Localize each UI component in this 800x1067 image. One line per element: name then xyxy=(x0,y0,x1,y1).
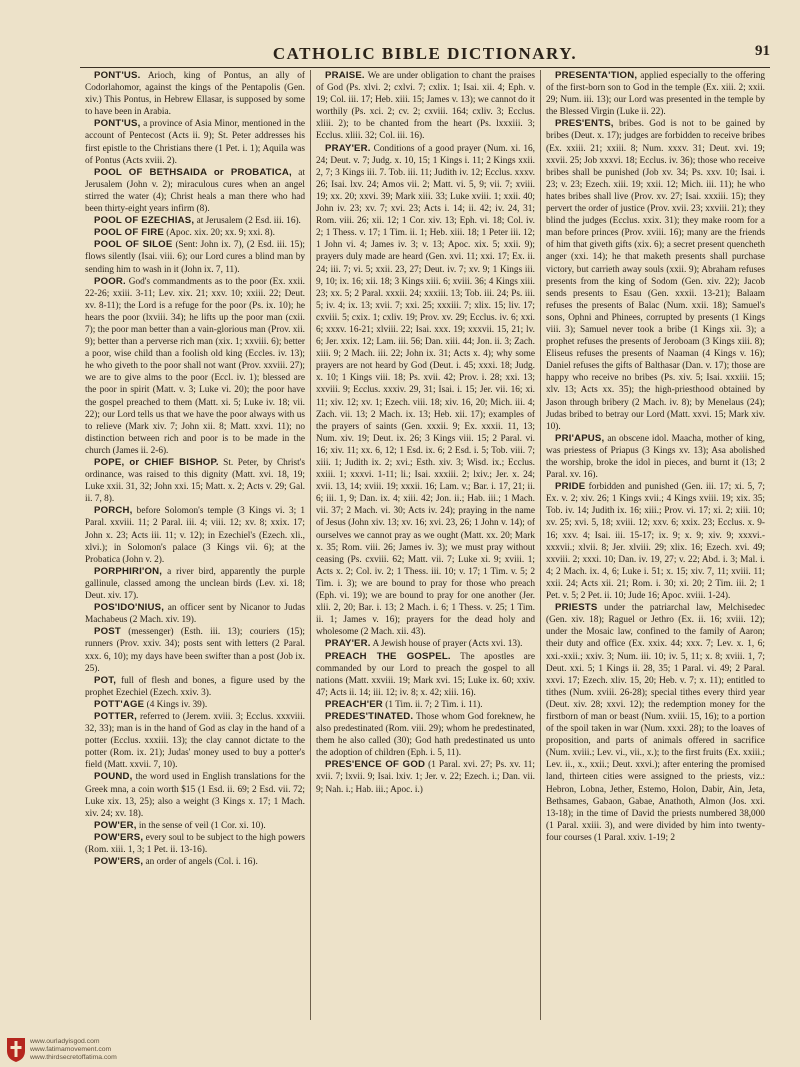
entry-text: every soul to be subject to the high powers (Rom. xiii. 1, 3; 1 Pet. ii. 13-16). xyxy=(85,832,305,855)
shield-cross-icon xyxy=(6,1037,26,1063)
dictionary-entry xyxy=(85,832,305,856)
dictionary-entry xyxy=(85,699,305,711)
entry-headword: POT, xyxy=(94,674,117,686)
entry-text: at Jerusalem (2 Esd. iii. 16). xyxy=(196,216,301,227)
entry-headword: POOL OF SILOE xyxy=(94,239,173,251)
entry-headword: PREACH'ER xyxy=(325,698,383,710)
dictionary-entry xyxy=(316,638,535,650)
entry-text: Arioch, king of Pontus, an ally of Codorlahomor, against the kings of the Pentapolis (Gen. xiv.) This Pontus, in Hebrew Ellasar, is supposed by some to have been in Arabia. xyxy=(85,71,306,118)
header-rule xyxy=(80,67,770,68)
column-middle xyxy=(310,70,540,1020)
entry-text: under the patriarchal law, Melchisedec (Gen. xiv. 18); Raguel or Jethro (Ex. ii. 16; xviii. 12); under the Mosaic law, confined to the family of Aaron; their duty and office (Ex. xxix. 44; xxx. 7; Lev. x. 1, 6; xxi.-xxii.; xxiv. 3; Num. iii. 10; iv. 5, 11; x. 8; xviii. 1, 7; Deut. xxi. 5; 1 Kings ii. 28, 35; 1 Paral. vi. 49; 2 Paral. xxvi. 17; Ezech. xliv. 15, 20; Heb. v. 7; x. 11); entitled to tithes (Num. xviii. 26-28); special tithes every third year (Deut. xiv. 28; xxvi. 12); the redemption money for the firstborn of man or beast (Num. xviii. 15, 16); to a portion of the spoil taken in war (Num. xxxi. 28); to the loaves of proposition, and parts of animals offered in sacrifice (Num. xviii.; Lev. vi., vii., x.); to the first fruits (Ex. xxiii.; Lev. ii., x., xxii.; Deut. xxvi.); after entering the promised land, thirteen cities were assigned to the priests, viz.: Hebron, Lobna, Jether, Estemo, Holon, Dabir, Ain, Jeta, Bethsames, Gabaon, Gabae, Anathoth, Almon (Jos. xxi. 13-18); in the time of David the priests numbered 38,000 (1 Paral. xxiii. 3), and were divided by him into twenty-four courses (1 Paral. xxiv. 1-19; 2 xyxy=(546,603,765,843)
entry-text: a province of Asia Minor, mentioned in the account of Pentecost (Acts ii. 9); St. Peter addresses his first epistle to the Christians there (1 Pet. i. 1); Aquila was of Pontus (Acts xviii. 2). xyxy=(85,119,305,166)
entry-headword: POW'ER, xyxy=(94,819,137,831)
entry-text: (Sent: John ix. 7), (2 Esd. iii. 15); flows silently (Isai. viii. 6); our Lord cures a blind man by sending him to wash in it (John ix. 7, 11). xyxy=(85,240,305,275)
column-right xyxy=(540,70,770,1020)
entry-headword: PRI'APUS, xyxy=(555,432,605,444)
entry-text: God's commandments as to the poor (Ex. xxii. 22-26; xxiii. 3-11; Lev. xix. 21; xxv. 10; xxiii. 22; Deut. xv. 8-11); the Lord is a refuge for the poor (Ps. ix. 10); he hears the poor (lxviii. 34); he lifts up the poor man (cxii. 7); the poor man better than a vain-glorious man (Prov. xii. 9); better than a perverse rich man (xix. 1; xxviii. 6); better a poor, wise child than a foolish old king (Eccles. iv. 13); he who giveth to the poor shall not want (Prov. xxviii. 27); we are to give alms to the poor (Eccl. iv. 1); blessed are the poor in spirit (Matt. v. 3; Luke vi. 20); the poor have the gospel preached to them (Matt. xi. 5; Luke iv. 18; vii. 22); our Lord tells us that we have the poor always with us to relieve (Mark xiv. 7; John xii. 8; Matt. xxvi. 11); no distinction between rich and poor is to be made in the church (James ii. 2-6). xyxy=(85,276,305,456)
footer-watermark xyxy=(6,1037,117,1063)
column-left xyxy=(80,70,310,1020)
running-title: CATHOLIC BIBLE DICTIONARY. xyxy=(272,44,578,63)
dictionary-entry xyxy=(85,820,305,832)
entry-text: We are under obligation to chant the praises of God (Ps. xlvi. 2; cxlvi. 7; cxlix. 1; Isai. xii. 4; Eph. v. 19; Col. iii. 17; Heb. xiii. 15; James v. 13); we cannot do it worthily (Ps. xci. 2; cv. 2; cxviii. 164; cxliv. 3; Ecclus. xliii. 2); to be chanted from the heart (Ps. lxxxiii. 3; Ecclus. xliii. 32; Col. iii. 16). xyxy=(316,71,535,142)
dictionary-entry xyxy=(85,675,305,699)
entry-text: Those whom God foreknew, he also predestinated (Rom. viii. 29); whom he predestinated, them he also called (30); God hath predestinated us unto the adoption of children (Eph. i. 5, 11). xyxy=(316,711,536,759)
footer-urls xyxy=(30,1038,117,1063)
dictionary-entry xyxy=(85,227,305,239)
entry-headword: POOL OF FIRE xyxy=(94,227,164,239)
entry-headword: PREACH THE GOSPEL. xyxy=(325,650,451,662)
dictionary-entry xyxy=(546,70,765,118)
page-number: 91 xyxy=(755,43,770,59)
entry-headword: POOR. xyxy=(94,275,126,287)
entry-headword: POUND, xyxy=(94,771,133,783)
entry-headword: POW'ERS, xyxy=(94,831,144,843)
dictionary-entry xyxy=(85,215,305,227)
dictionary-entry xyxy=(85,566,305,602)
entry-headword: PRIESTS xyxy=(555,602,598,614)
dictionary-entry xyxy=(85,239,305,275)
entry-text: (Apoc. xix. 20; xx. 9; xxi. 8). xyxy=(166,228,275,239)
dictionary-entry xyxy=(85,505,305,565)
entry-text: full of flesh and bones, a figure used by the prophet Ezechiel (Ezech. xxiv. 3). xyxy=(85,675,305,698)
entry-text: before Solomon's temple (3 Kings vi. 3; 1 Paral. xxviii. 11; 2 Paral. iii. 4; viii. 12; xv. 8; xxix. 17; John x. 23; Acts iii. 11; v. 12); in Ezechiel's (Ezech. xli., xlvi.); in Solomon's palace (3 Kings vii. 6); at the Probatica (John v. 2). xyxy=(85,506,306,565)
entry-headword: PRESENTA'TION, xyxy=(555,70,638,81)
dictionary-entry xyxy=(316,143,535,639)
footer-url[interactable]: www.fatimamovement.com xyxy=(30,1045,112,1053)
entry-headword: PRES'ENCE OF GOD xyxy=(325,759,426,771)
entry-headword: PRAISE. xyxy=(325,70,365,81)
dictionary-entry xyxy=(316,711,535,759)
entry-text: an obscene idol. Maacha, mother of king, was priestess of Priapus (3 Kings xv. 13); Asa abolished the worship, broke the idol in pieces, and burnt it (13; 2 Paral. xv. 16). xyxy=(546,433,766,481)
page-header xyxy=(80,44,770,64)
entry-headword: PORPHIRI'ON, xyxy=(94,565,163,577)
entry-headword: POOL OF EZECHIAS, xyxy=(94,215,195,227)
dictionary-entry xyxy=(316,699,535,711)
entry-text: a river bird, apparently the purple gallinule, classed among the unclean birds (Lev. xi. 18; Deut. xiv. 17). xyxy=(85,566,305,602)
entry-text: bribes. God is not to be gained by bribes (Deut. x. 17); judges are forbidden to receive bribes (Ex. xxiii. 21; xxiii. 8; Num. xxxv. 31; Deut. xvi. 19; xxvii. 25; Job xxxvi. 18; Ecclus. iv. 36); those who receive bribes shall be punished (Job xv. 34; Ps. xxv. 10; Isai. i. 23; v. 23; Ezech. xiii. 19; xxii. 12; Mich. iii. 11); he who hates bribes shall live (Prov. xv. 27; Isai. xxxiii. 15); they pervert the order of justice (Prov. xvii. 23; xxviii. 21); they blind the judges (Ecclus. xxix. 31); they make room for a man before princes (Prov. xviii. 16); many are the friends of him that giveth gifts (xix. 6); a secret present quencheth anger (xxi. 14); he that maketh presents shall purchase victory, but carrieth away souls (xxii. 9); Abraham refuses presents from the king of Sodom (Gen. xiv. 22); Jacob sends presents to Esau (Gen. xxxii. 13-21); Balaam refuses the presents of Balac (Num. xxii. 18); Samuel's sons, Ophni and Phinees, corrupted by presents (1 Kings viii. 3); Samuel never took a bribe (1 Kings xii. 3); a prophet refuses the presents of Jeroboam (3 Kings xiii. 8); Eliseus refuses the presents of Naaman (4 Kings v. 16); Daniel refuses the gifts of Balthasar (Dan. v. 17); those are happy who receive no bribes (Ps. xiv. 5; Isai. xxxiii. 15; xlv. 13; Acts xx. 35); the high-priesthood obtained by Jason through bribery (2 Mach. iv. 8); by Menelaus (24); Judas bribed to betray our Lord (Matt. xxvi. 15; Mark xiv. 10). xyxy=(546,119,765,432)
entry-headword: PRIDE xyxy=(555,481,586,493)
entry-headword: PREDES'TINATED. xyxy=(325,710,414,722)
dictionary-entry xyxy=(85,457,305,505)
entry-headword: POTTER, xyxy=(94,710,137,722)
footer-url[interactable]: www.thirdsecretoffatima.com xyxy=(30,1054,117,1062)
dictionary-entry xyxy=(546,481,765,602)
dictionary-entry xyxy=(546,602,765,844)
dictionary-entry xyxy=(85,602,305,626)
dictionary-entry xyxy=(85,118,305,166)
dictionary-entry xyxy=(85,771,305,819)
entry-headword: PRES'ENTS, xyxy=(555,118,614,130)
entry-text: (1 Tim. ii. 7; 2 Tim. i. 11). xyxy=(385,699,483,710)
dictionary-entry xyxy=(85,626,305,674)
entry-headword: POW'ERS, xyxy=(94,856,144,868)
entry-text: an order of angels (Col. i. 16). xyxy=(145,857,258,868)
entry-headword: PONT'US, xyxy=(94,118,141,130)
entry-headword: POPE, or CHIEF BISHOP. xyxy=(94,457,219,468)
entry-headword: PRAY'ER. xyxy=(325,638,371,650)
dictionary-entry xyxy=(85,711,305,771)
entry-text: (4 Kings iv. 39). xyxy=(146,699,208,710)
dictionary-columns xyxy=(80,70,770,1020)
entry-text: an officer sent by Nicanor to Judas Machabeus (2 Mach. xiv. 19). xyxy=(85,603,305,626)
entry-text: applied especially to the offering of the first-born son to God in the temple (Ex. xiii. 2; xxii. 29; Num. iii. 13); our Lord was presented in the temple by the Blessed Virgin (Luke ii. 22). xyxy=(546,71,765,118)
entry-text: Conditions of a good prayer (Num. xi. 16, 24; Deut. v. 7; Judg. x. 10, 15; 1 Kings i. 11; 2 Kings xxii. 2, 7; 3 Kings iii. 7. Tob. iii. 11; Judith iv. 12; Ecclus. xxxv. 26; Isai. lxv. 24; Amos vii. 2; Matt. vi. 5, 9; vii. 7; xviii. 19; xx. 20; xxvi. 39; Mark xiii. 33; Luke xviii. 1; xxii. 40; John iv. 23; xv. 7; xvi. 23; Acts i. 14; ii. 42; iv. 24, 31; Rom. viii. 26; xii. 12; 1 Cor. xiv. 13; Eph. vi. 18; Col. iv. 2; 1 Thess. v. 17; 1 Tim. ii. 1; Heb. xiii. 18; 1 Peter iii. 12; 1 John vi. 4; James iv. 3; v. 13; Apoc. xix. 5; xxii. 9); prayers duly made are heard (Gen. xvi. 11; xxi. 17; Ex. ii. 24; iii. 7; vi. 5; xxii. 23, 27; Deut. iv. 7; xv. 9; 1 Kings iii. 9, 10; ix. 16; xii. 18; 3 Kings xiii. 6; xviii. 36; 4 Kings xiii. 23; xx. 5; 2 Paral. xxxii. 24; xxxiii. 13; Tob. iii. 24; Ps. iii. 5; iv. 4; ix. 13; xvii. 7; xxi. 25; xxxiii. 7; xlix. 15; liv. 17; cxviii. 5; cxix. 1; cxliv. 19; Prov. xv. 29; Ecclus. iv. 6; xxi. 6; xxxv. 16-21; xlviii. 22; Isai. xxx. 19; xxxvii. 15, 21; lv. 6; Jer. xxix. 12; Lam. iii. 56; Dan. xiii. 44; Jon. ii. 3; Zach. xiii. 9; 2 Mach. iii. 22; John ix. 31; Acts x. 4); why some prayers are not heard by God (Deut. i. 45; xxxi. 18; Judg. x. 10; 1 Kings viii. 18; Ps. xvii. 42; Prov. i. 28; xxi. 13; xxviii. 9; Ecclus. xxxiv. 29, 31; Isai. i. 15; Jer. vii. 16; xi. 11; xiv. 12; xv. 1; Ezech. viii. 18; xiv. 16, 20; Mich. iii. 4; Zach. vii. 13; 2 Mach. ix. 13; Heb. xii. 17); examples of the prayers of saints (Gen. xxxii. 9; Ex. xxxii. 11, 13; Num. xiv. 19; Deut. ix. 26; 3 Kings viii. 15; 2 Paral. vi. 16; xiv. 11; xx. 6, 12; 1 Esd. ix. 6; 2 Esd. i. 5; Tob. viii. 7; xiii. 1; Judith ix. 2; xvi.; Esth. xiv. 3; Wisd. ix.; Ecclus. xxiii. 1; xxxvi. 1-11; li.; Isai. xxxiii. 2; lxiv.; Jer. x. 24; xvii. 13, 14; xviii. 19; xxxii. 16; Lam. v.; Bar. i. 17, 21; ii. 6; iii. 1, 9; Dan. ix. 4; xiii. 42; Jon. ii.; Hab. iii.; 1 Mach. vii. 37; 2 Mach. vi. 30; Acts iv. 24); praying in the name of Jesus (John xiv. 13; xv. 16; xvi. 23, 26; 1 John v. 14); of ourselves we cannot pray as we ought (Matt. xx. 20; Mark x. 35; Rom. viii. 26; James iv. 3); we must pray without ceasing (Ps. cxviii. 62; Matt. vii. 7; Luke xi. 9; xviii. 1; Acts x. 2; Col. iv. 2; 1 Thess. iii. 10; v. 17; 1 Tim. v. 5; 2 Tim. i. 3); we are bound to pray for those who preach (Eph. vi. 19); we are bound to pray for one another (Jer. xlii. 2, 20; Bar. i. 13; 2 Mach. i. 6; 1 Thess. v. 25; 1 Tim. ii. 1; James v. 16); prayers for the dead holy and wholesome (2 Mach. xii. 43). xyxy=(316,143,535,638)
dictionary-entry xyxy=(85,856,305,868)
dictionary-entry xyxy=(546,118,765,432)
dictionary-entry xyxy=(316,70,535,143)
entry-text: forbidden and punished (Gen. iii. 17; xi. 5, 7; Ex. v. 2; xiv. 26; 1 Kings xvii.; 4 Kings xviii. 19; xix. 35; Tob. iv. 14; Judith ix. 16; xiii.; Prov. vi. 17; xi. 2; xiii. 10; xv. 25; xvi. 5, 18; xviii. 12; xxv. 6; xxix. 23; Ecclus. x. 9-16; xxv. 4; Isai. iii. 15-17; ix. 9; x. 9; xiv. 9; xxxvi.-xxxvii.; xlvii. 8; Jer. xlviii. 29; xlix. 16; Ezech. xvi. 49; xxviii. 2; xxxi. 10; Dan. iv. 19, 27; v. 22; Abd. i. 3; Mal. i. 4; 2 Mach. ix. 4, 6; Luke i. 51; x. 15; xiv. 7, 11; xviii. 11; xxii. 24; Acts xii. 21; Rom. i. 30; xi. 20; 2 Tim. iii. 2; 1 Pet. v. 5; 2 Pet. ii. 10; Jude 16; Apoc. xviii. 1-24). xyxy=(546,482,765,602)
entry-headword: PORCH, xyxy=(94,505,133,517)
entry-text: referred to (Jerem. xviii. 3; Ecclus. xxxviii. 32, 33); man is in the hand of God as clay in the hand of a potter (Ecclus. xxxiii. 13); the clay cannot dictate to the potter (Rom. ix. 21); Judas' money used to buy a potter's field (Matt. xxvii. 7, 10). xyxy=(85,711,305,771)
entry-headword: PONT'US. xyxy=(94,70,141,81)
dictionary-entry xyxy=(85,70,305,118)
entry-text: (1 Paral. xvi. 27; Ps. xv. 11; xvii. 7; lxvii. 9; Isai. lxiv. 1; Jer. v. 22; Ezech. i.; Dan. vii. 9; Nah. i.; Hab. iii.; Apoc. i.) xyxy=(316,760,535,795)
entry-text: A Jewish house of prayer (Acts xvi. 13). xyxy=(372,639,523,650)
entry-headword: POOL OF BETHSAIDA or PROBATICA, xyxy=(94,166,292,178)
entry-text: in the sense of veil (1 Cor. xi. 10). xyxy=(138,820,266,831)
dictionary-entry xyxy=(85,276,305,457)
entry-headword: PRAY'ER. xyxy=(325,142,371,154)
entry-headword: POTT'AGE xyxy=(94,698,145,710)
entry-text: The apostles are commanded by our Lord to preach the gospel to all nations (Matt. xxviii. 19; Mark xvi. 15; Luke ix. 60; xxiv. 47; Acts ii. 14; iii. 12; iv. 8; x. 42; xiii. 16). xyxy=(316,651,536,698)
dictionary-entry xyxy=(316,651,535,699)
dictionary-entry xyxy=(316,759,535,795)
entry-text: (messenger) (Esth. iii. 13); couriers (15); runners (Prov. xxiv. 34); posts sent with letters (2 Paral. xxx. 6, 10); my days have been swifter than a post (Job ix. 25). xyxy=(85,627,305,674)
footer-url[interactable]: www.ourladyisgod.com xyxy=(30,1037,100,1045)
entry-text: at Jerusalem (John v. 2); miraculous cures when an angel stirred the water (4); Christ heals a man there who had been thirty-eight years infirm (8). xyxy=(85,167,305,215)
dictionary-entry xyxy=(546,433,765,481)
entry-headword: POST xyxy=(94,626,121,638)
entry-headword: POS'IDO'NIUS, xyxy=(94,602,165,614)
entry-text: the word used in English translations for the Greek mna, a coin worth $15 (1 Esd. ii. 69; 2 Esd. vii. 72; Luke xix. 13, 25); also a weight (3 Kings x. 17; 1 Mach. xiv. 24; xv. 18). xyxy=(85,772,306,819)
entry-text: St. Peter, by Christ's ordinance, was raised to this dignity (Matt. xvi. 18, 19; Luke xxii. 31, 32; John xxi. 15; Matt. x. 2; Acts v. 29; Gal. ii. 7, 8). xyxy=(85,458,305,505)
dictionary-entry xyxy=(85,167,305,215)
